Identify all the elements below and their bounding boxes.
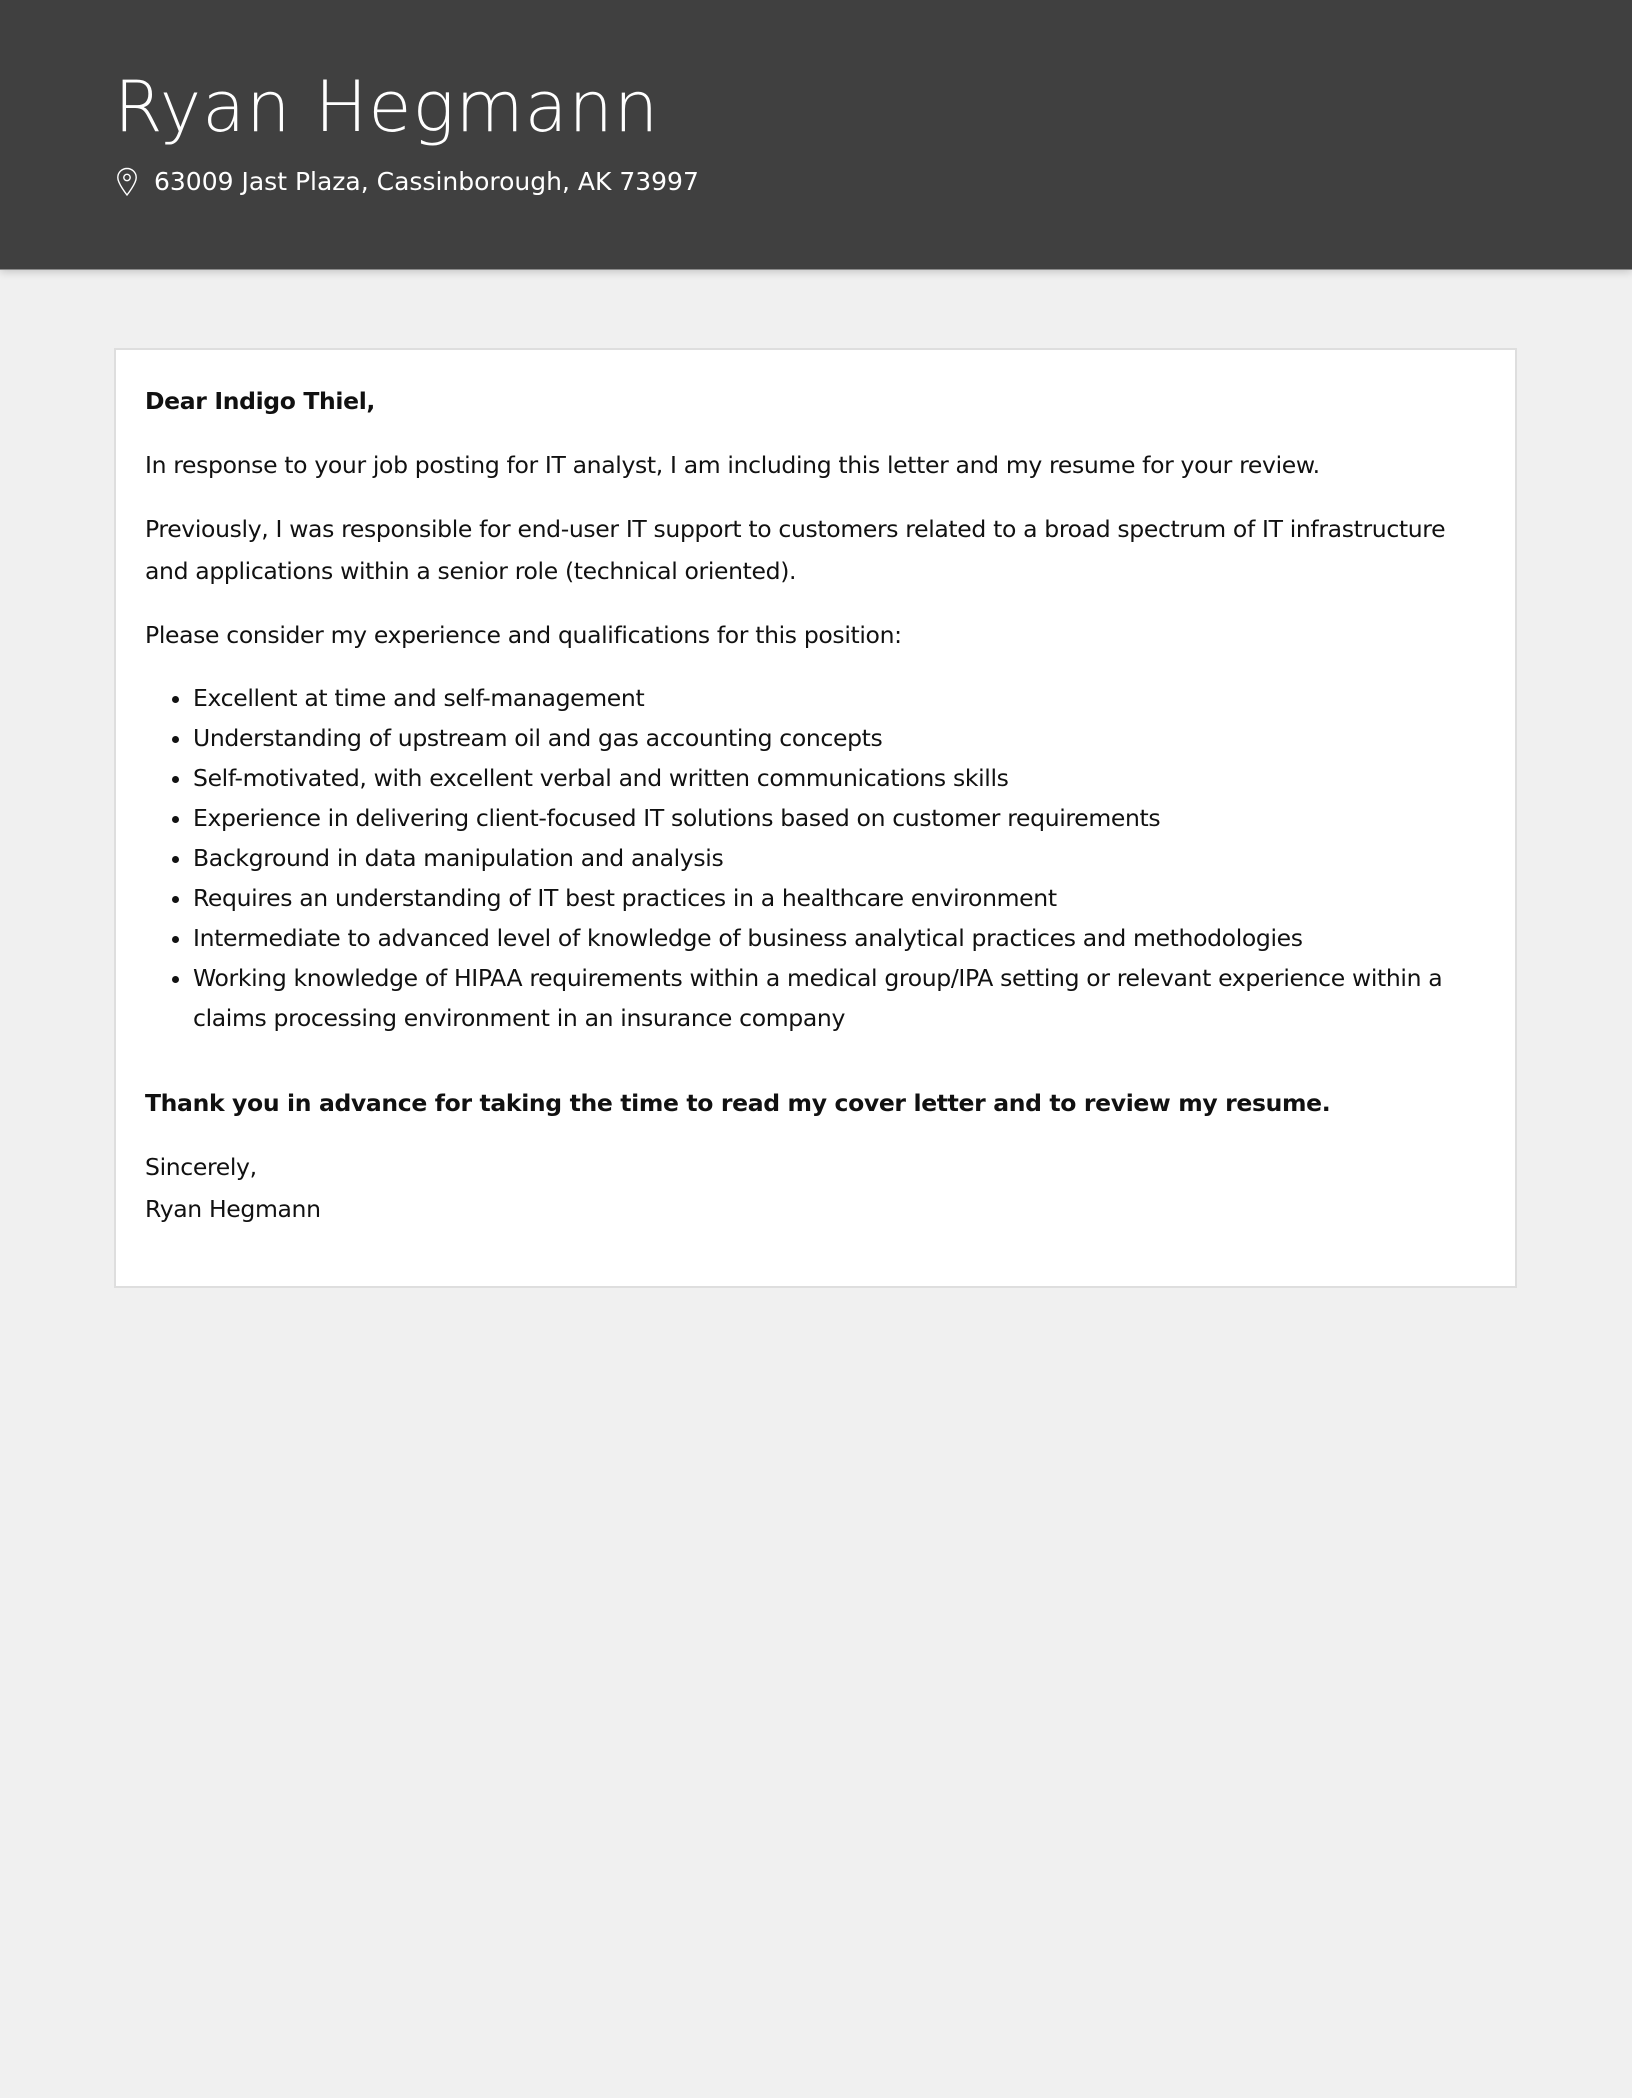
list-item: • Background in data manipulation and analysis xyxy=(193,838,1486,878)
salutation: Dear Indigo Thiel, xyxy=(145,387,376,415)
header-banner xyxy=(0,0,1632,270)
qualifications-intro: Please consider my experience and qualifications for this position: xyxy=(145,621,902,649)
closing-phrase: Sincerely, xyxy=(145,1153,257,1181)
applicant-name: Ryan Hegmann xyxy=(114,66,660,148)
cover-letter-body xyxy=(145,380,1486,1230)
list-item: • Intermediate to advanced level of knowledge of business analytical practices and methodologies xyxy=(193,918,1486,958)
list-item: • Working knowledge of HIPAA requirements within a medical group/IPA setting or relevant experience within a claims processing environment in an insurance company xyxy=(193,958,1486,1038)
intro-paragraph: In response to your job posting for IT analyst, I am including this letter and my resume for your review. xyxy=(145,451,1320,479)
address-line xyxy=(116,164,699,200)
list-item: • Self-motivated, with excellent verbal and written communications skills xyxy=(193,758,1486,798)
list-item: • Requires an understanding of IT best practices in a healthcare environment xyxy=(193,878,1486,918)
experience-paragraph: Previously, I was responsible for end-user IT support to customers related to a broad spectrum of IT infrastructure and applications within a senior role (technical oriented). xyxy=(145,515,1446,585)
qualifications-list xyxy=(145,678,1486,1038)
list-item: • Experience in delivering client-focused IT solutions based on customer requirements xyxy=(193,798,1486,838)
list-item: • Excellent at time and self-management xyxy=(193,678,1486,718)
address-text: 63009 Jast Plaza, Cassinborough, AK 73997 xyxy=(154,167,699,196)
closing-block xyxy=(145,1146,1486,1230)
signature: Ryan Hegmann xyxy=(145,1195,321,1223)
cover-letter-card xyxy=(114,348,1517,1288)
map-pin-icon xyxy=(116,167,138,197)
thank-you-line: Thank you in advance for taking the time to read my cover letter and to review my resume. xyxy=(145,1089,1331,1117)
list-item: • Understanding of upstream oil and gas accounting concepts xyxy=(193,718,1486,758)
